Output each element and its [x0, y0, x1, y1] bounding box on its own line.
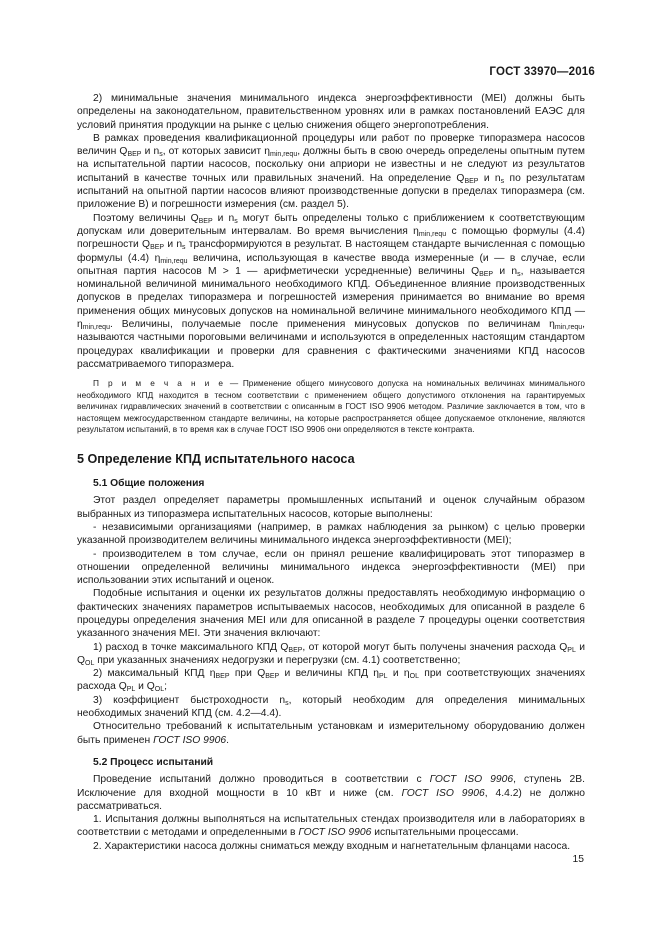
- subsection-heading: 5.1 Общие положения: [93, 478, 205, 490]
- list-item: - независимыми организациями (например, в рамках наблюдения за рынком) с целью проверки указанной производителем величины минимального индекса энергоэффективности (MEI);: [77, 521, 585, 547]
- subsection-heading: 5.2 Процесс испытаний: [93, 756, 214, 768]
- standard-reference: ГОСТ ISO 9906: [153, 734, 227, 746]
- paragraph: Проведение испытаний должно проводиться в соответствии с ГОСТ ISO 9906, ступень 2В. Исключение для входной мощности в 10 кВт и ниже (см. ГОСТ ISO 9906, 4.4.2) не должно рассматриваться.: [77, 774, 585, 812]
- paragraph: В рамках проведения квалификационной процедуры или работ по проверке типоразмера насосов величин $Q_{BEP}$ и $n_s$, от которых зависит $\eta_{min,requ}$, должны быть в свою очередь определены опытным путем на испытательной партии насосов, поскольку они априори не известны и не следуют из результатов испытаний в качестве точных или правильных значений. На определение $Q_{BEP}$ и $n_s$ по результатам испытаний на опытной партии насосов влияют производственные допуски в пределах типоразмера (см. приложение В) и погрешности измерения (см. раздел 5).: [77, 132, 586, 211]
- list-item: 3) коэффициент быстроходности $n_s$, который необходим для определения минимальных необходимых значений КПД (см. 4.2—4.4).: [77, 694, 585, 720]
- paragraph: 1. Испытания должны выполняться на испытательных стендах производителя или в лабораториях в соответствии с методами и определенными в ГОСТ ISO 9906 испытательными процессами.: [77, 814, 585, 839]
- list-item: 1) расход в точке максимального КПД $Q_{BEP}$, от которой могут быть получены значения расхода $Q_{PL}$ и $Q_{OL}$ при указанных значениях недогрузки и перегрузки (см. 4.1) соответственно;: [77, 641, 585, 667]
- paragraph: 2) минимальные значения минимального индекса энергоэффективности (MEI) должны быть определены на законодательном, правительственном уровнях или в рамках постановлений ЕАЭС для условий принятия продукции на рынке с целью снижения общего энергопотребления.: [77, 93, 585, 131]
- paragraph: 2. Характеристики насоса должны сниматься между входным и нагнетательным фланцами насоса.: [93, 840, 571, 852]
- standard-reference: ГОСТ ISO 9906: [298, 827, 372, 839]
- note-text: — Применение общего минусового допуска на номинальных величинах минимального необходимого КПД находится в тесном соответствии с применением общего допустимого отклонения на гарантируемых величинах гидравлических значений в соответствии с описанным в ГОСТ ISO 9906 методом. Различие заключается в том, что в настоящем межгосударственном стандарте величины, на которые распространяется общее допускаемое отклонение, являются результатом испытаний, в то время как в случае ГОСТ ISO 9906 они определяются в тексте контракта.: [77, 378, 585, 435]
- standard-reference: ГОСТ ISO 9906: [401, 787, 485, 799]
- paragraph: Поэтому величины $Q_{BEP}$ и $n_s$ могут быть определены только с приближением к соответствующим допускам или доверительным интервалам. Во время вычисления $\eta_{min,requ}$ с помощью формулы (4.4) погрешности $Q_{BEP}$ и $n_s$ трансформируются в результат. В настоящем стандарте вычисленная с помощью формулы (4.4) $\eta_{min,requ}$ величина, использующая в качестве ввода измеренные (и — в случае, если опытная партия насосов M > 1 — арифметически усредненные) величины $Q_{BEP}$ и $n_s$, называется номинальной величиной минимального необходимого КПД. Объединенное влияние производственных допусков в пределах типоразмера и погрешностей измерения принимается во внимание во время применения общих минусовых допусков на номинальной величине минимального необходимого КПД — $\eta_{min,requ}$. Величины, получаемые после применения минусовых допусков по величинам $\eta_{min,requ}$, называются частными пороговыми величинами и используются в определенных настоящим стандартом процедурах квалификации и проверки для сравнения с фактическими значениями КПД насосов рассматриваемого типоразмера.: [77, 212, 586, 370]
- page-content: [77, 92, 585, 853]
- standard-reference: ГОСТ ISO 9906: [429, 774, 514, 786]
- paragraph: Этот раздел определяет параметры промышленных испытаний и оценок случайным образом выбранных из типоразмера испытательных насосов, которые выполнены:: [77, 495, 585, 520]
- list-item: - производителем в том случае, если он принял решение квалифицировать этот типоразмер в отношении определенной величины минимального индекса энергоэффективности (MEI) при использовании этих испытаний и оценок.: [77, 548, 585, 587]
- list-item: 2) максимальный КПД $\eta_{BEP}$ при $Q_{BEP}$ и величины КПД $\eta_{PL}$ и $\eta_{OL}$ при соответствующих значениях расхода $Q_{PL}$ и $Q_{OL}$;: [77, 668, 586, 694]
- paragraph: Подобные испытания и оценки их результатов должны предоставлять необходимую информацию о фактических значениях параметров испытываемых насосов, необходимых для описанной в разделе 6 процедуры определения значения MEI или для описанной в разделе 7 процедуры оценки соответствия указанного значения MEI. Эти значения включают:: [77, 588, 585, 640]
- section-heading: 5 Определение КПД испытательного насоса: [77, 451, 355, 466]
- page-number: 15: [572, 854, 584, 865]
- note-label: П р и м е ч а н и е: [93, 378, 226, 389]
- paragraph: Относительно требований к испытательным установкам и измерительному оборудованию должен быть применен ГОСТ ISO 9906.: [77, 721, 585, 746]
- note: [77, 378, 585, 436]
- document-id: ГОСТ 33970—2016: [489, 66, 595, 78]
